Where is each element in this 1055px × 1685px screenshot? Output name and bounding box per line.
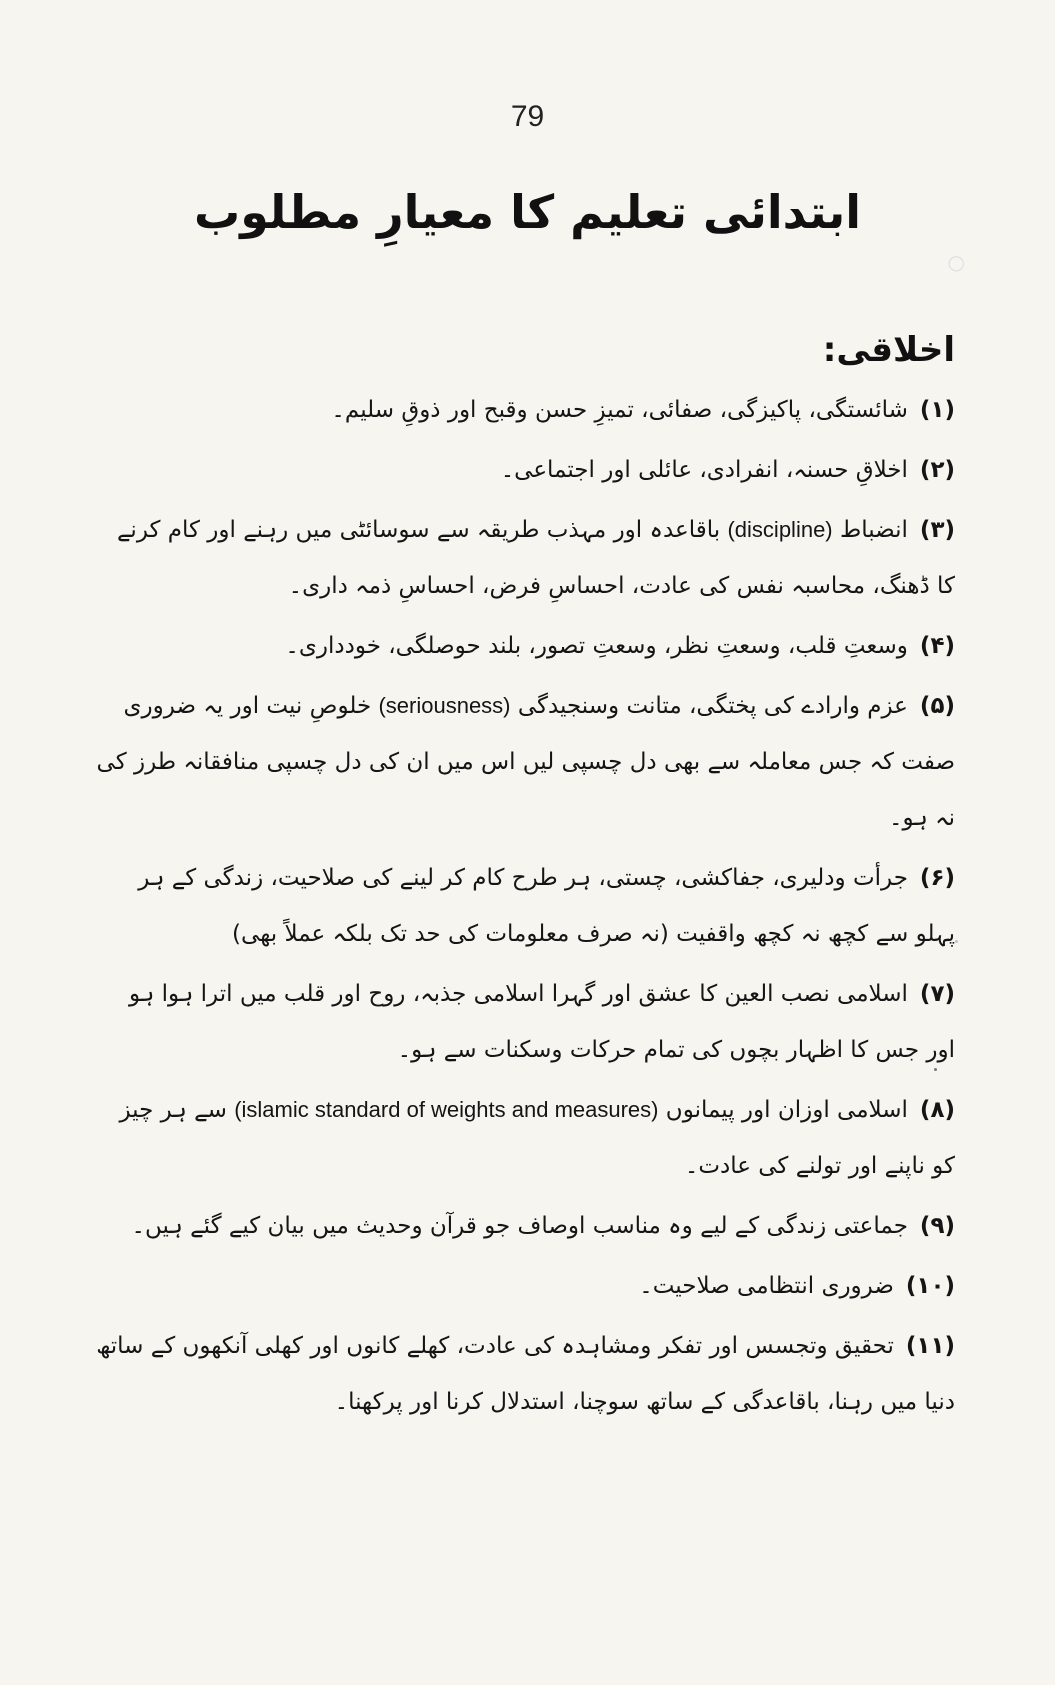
- item-text-continued: باقاعدہ اور مہذب طریقہ سے سوسائٹی میں رہنے اور کام کرنے کا ڈھنگ، محاسبہ نفس کی عادت، احساسِ فرض، احساسِ ذمہ داری۔: [116, 517, 955, 599]
- item-english-term: (islamic standard of weights and measures): [234, 1097, 659, 1122]
- item-number: (۴): [919, 633, 955, 659]
- item-text: وسعتِ قلب، وسعتِ نظر، وسعتِ تصور، بلند حوصلگی، خودداری۔: [285, 633, 908, 659]
- list-item: [95, 502, 955, 614]
- item-number: (۷): [919, 981, 955, 1007]
- item-number: (۱): [919, 397, 955, 423]
- item-text-continued: خلوصِ نیت اور یہ ضروری صفت کہ جس معاملہ سے بھی دل چسپی لیں اس میں ان کی دل چسپی منافقانہ طرز کی نہ ہو۔: [96, 693, 955, 831]
- item-text: تحقیق وتجسس اور تفکر ومشاہدہ کی عادت، کھلے کانوں اور کھلی آنکھوں کے ساتھ دنیا میں رہنا، باقاعدگی کے ساتھ سوچنا، استدلال کرنا اور پرکھنا۔: [96, 1333, 955, 1415]
- list-item: [95, 382, 955, 438]
- item-text: جماعتی زندگی کے لیے وہ مناسب اوصاف جو قرآن وحدیث میں بیان کیے گئے ہیں۔: [131, 1213, 908, 1239]
- list-item: [95, 618, 955, 674]
- list-content: [95, 382, 955, 1434]
- list-item: [95, 850, 955, 962]
- item-number: (۱۱): [905, 1333, 955, 1359]
- item-number: (۱۰): [905, 1273, 955, 1299]
- page-title: ابتدائی تعلیم کا معیارِ مطلوب: [193, 185, 862, 239]
- item-text: شائستگی، پاکیزگی، صفائی، تمیزِ حسن وقبح اور ذوقِ سلیم۔: [331, 397, 908, 423]
- list-item: [95, 678, 955, 846]
- page-number: 79: [510, 100, 545, 133]
- item-number: (۵): [919, 693, 955, 719]
- list-item: [95, 1258, 955, 1314]
- item-number: (۲): [919, 457, 955, 483]
- item-text: جرأت ودلیری، جفاکشی، چستی، ہر طرح کام کر لینے کی صلاحیت، زندگی کے ہر پہلو سے کچھ نہ کچھ واقفیت (نہ صرف معلومات کی حد تک بلکہ عملاً بھی): [138, 865, 955, 947]
- bleed-through-texture: ○: [567, 250, 965, 274]
- speck-mark: [955, 940, 958, 943]
- list-item: [95, 442, 955, 498]
- item-english-term: (discipline): [727, 517, 833, 542]
- item-text: انضباط: [839, 517, 908, 543]
- list-item: [95, 966, 955, 1078]
- item-number: (۶): [919, 865, 955, 891]
- item-text: اسلامی اوزان اور پیمانوں: [665, 1097, 908, 1123]
- item-text: اسلامی نصب العین کا عشق اور گہرا اسلامی جذبہ، روح اور قلب میں اترا ہوا ہو اور جس کا اظہار بچوں کی تمام حرکات وسکنات سے ہو۔: [128, 981, 955, 1063]
- item-number: (۳): [919, 517, 955, 543]
- item-number: (۹): [919, 1213, 955, 1239]
- item-number: (۸): [919, 1097, 955, 1123]
- list-item: [95, 1082, 955, 1194]
- item-english-term: (seriousness): [378, 693, 511, 718]
- list-item: [95, 1318, 955, 1430]
- item-text: ضروری انتظامی صلاحیت۔: [639, 1273, 894, 1299]
- section-heading: اخلاقی:: [822, 330, 955, 370]
- item-text: اخلاقِ حسنہ، انفرادی، عائلی اور اجتماعی۔: [500, 457, 908, 483]
- list-item: [95, 1198, 955, 1254]
- item-text: عزم وارادے کی پختگی، متانت وسنجیدگی: [517, 693, 908, 719]
- item-text-continued: سے ہر چیز کو ناپنے اور تولنے کی عادت۔: [119, 1097, 955, 1179]
